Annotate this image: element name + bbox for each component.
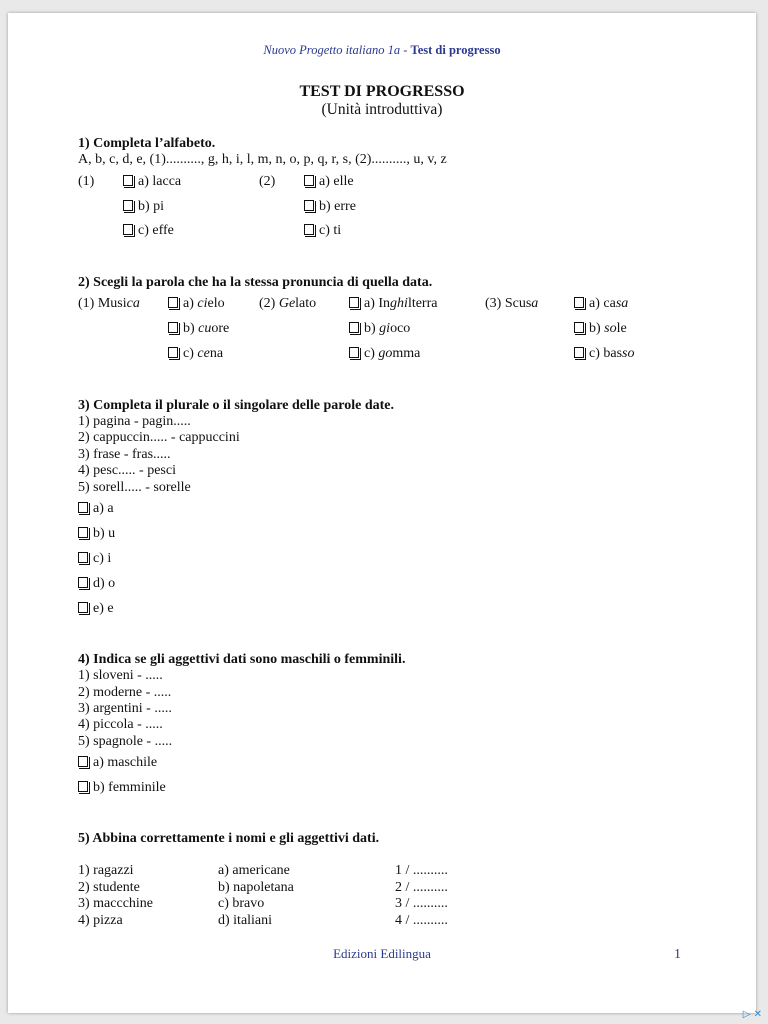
header-separator: - [400, 43, 411, 57]
checkbox-icon[interactable] [123, 200, 133, 211]
checkbox-icon[interactable] [574, 347, 584, 358]
q5-noun: 4) pizza [78, 913, 123, 928]
q3-option-a[interactable]: a) a [78, 501, 114, 517]
q3-item: 3) frase - fras..... [78, 447, 171, 462]
q4-item: 3) argentini - ..... [78, 701, 172, 716]
q2-option-2b[interactable]: b) gioco [349, 321, 410, 337]
q2-option-1c[interactable]: c) cena [168, 346, 223, 362]
header-section: Test di progresso [410, 43, 501, 57]
publisher-footer: Edizioni Edilingua [333, 946, 431, 961]
checkbox-icon[interactable] [574, 297, 584, 308]
q5-noun: 1) ragazzi [78, 863, 134, 878]
checkbox-icon[interactable] [349, 297, 359, 308]
page-title: TEST DI PROGRESSO [299, 83, 465, 100]
q5-noun: 3) maccchine [78, 896, 154, 911]
q4-option-b[interactable]: b) femminile [78, 780, 166, 796]
q3-option-b[interactable]: b) u [78, 526, 115, 542]
q1-option-2a[interactable]: a) elle [304, 174, 354, 190]
q1-option-2b[interactable]: b) erre [304, 199, 356, 215]
checkbox-icon[interactable] [78, 577, 88, 588]
q1-alphabet-line: A, b, c, d, e, (1).........., g, h, i, l, m, n, o, p, q, r, s, (2).........., u, v, z [78, 152, 447, 167]
q3-item: 1) pagina - pagin..... [78, 414, 191, 429]
q5-answer-blank[interactable]: 3 / .......... [395, 896, 448, 911]
running-header [8, 43, 756, 58]
q3-item: 4) pesc..... - pesci [78, 463, 176, 478]
q4-item: 4) piccola - ..... [78, 717, 163, 732]
q2-word-3: (3) Scusa [485, 296, 539, 311]
q1-option-1b[interactable]: b) pi [123, 199, 164, 215]
q4-item: 1) sloveni - ..... [78, 668, 163, 683]
checkbox-icon[interactable] [304, 175, 314, 186]
q5-adjective: a) americane [218, 863, 290, 878]
book-title: Nuovo Progetto italiano 1a [263, 43, 401, 57]
q1-group2-label: (2) [259, 174, 276, 189]
q5-answer-blank[interactable]: 1 / .......... [395, 863, 448, 878]
q2-heading: 2) Scegli la parola che ha la stessa pronuncia di quella data. [78, 275, 433, 290]
q4-item: 2) moderne - ..... [78, 685, 172, 700]
checkbox-icon[interactable] [574, 322, 584, 333]
q2-option-3b[interactable]: b) sole [574, 321, 627, 337]
checkbox-icon[interactable] [168, 297, 178, 308]
checkbox-icon[interactable] [123, 175, 133, 186]
checkbox-icon[interactable] [78, 552, 88, 563]
q5-adjective: b) napoletana [218, 880, 294, 895]
checkbox-icon[interactable] [304, 200, 314, 211]
q1-heading: 1) Completa l’alfabeto. [78, 136, 216, 151]
ad-choices-icon[interactable]: ▷ ✕ [742, 1009, 762, 1020]
q1-group1-label: (1) [78, 174, 95, 189]
q5-adjective: c) bravo [218, 896, 265, 911]
checkbox-icon[interactable] [349, 347, 359, 358]
q5-answer-blank[interactable]: 4 / .......... [395, 913, 448, 928]
q2-option-1b[interactable]: b) cuore [168, 321, 229, 337]
document-page [8, 13, 756, 1013]
q3-option-c[interactable]: c) i [78, 551, 111, 567]
checkbox-icon[interactable] [78, 781, 88, 792]
q2-option-3c[interactable]: c) basso [574, 346, 635, 362]
q3-item: 5) sorell..... - sorelle [78, 480, 191, 495]
q1-option-1c[interactable]: c) effe [123, 223, 174, 239]
q1-option-2c[interactable]: c) ti [304, 223, 341, 239]
checkbox-icon[interactable] [168, 347, 178, 358]
q3-option-d[interactable]: d) o [78, 576, 115, 592]
q4-option-a[interactable]: a) maschile [78, 755, 157, 771]
q5-noun: 2) studente [78, 880, 140, 895]
q3-option-e[interactable]: e) e [78, 601, 114, 617]
q2-option-2c[interactable]: c) gomma [349, 346, 420, 362]
q2-word-1: (1) Musica [78, 296, 140, 311]
q2-option-3a[interactable]: a) casa [574, 296, 628, 312]
q1-option-1a[interactable]: a) lacca [123, 174, 181, 190]
q2-option-1a[interactable]: a) cielo [168, 296, 225, 312]
q2-option-2a[interactable]: a) Inghilterra [349, 296, 437, 312]
page-number: 1 [674, 947, 681, 962]
checkbox-icon[interactable] [123, 224, 133, 235]
checkbox-icon[interactable] [304, 224, 314, 235]
checkbox-icon[interactable] [168, 322, 178, 333]
q5-adjective: d) italiani [218, 913, 273, 928]
checkbox-icon[interactable] [78, 602, 88, 613]
q3-heading: 3) Completa il plurale o il singolare delle parole date. [78, 398, 395, 413]
checkbox-icon[interactable] [349, 322, 359, 333]
q2-word-2: (2) Gelato [259, 296, 317, 311]
q4-heading: 4) Indica se gli aggettivi dati sono maschili o femminili. [78, 652, 406, 667]
checkbox-icon[interactable] [78, 756, 88, 767]
q5-heading: 5) Abbina correttamente i nomi e gli aggettivi dati. [78, 831, 380, 846]
checkbox-icon[interactable] [78, 527, 88, 538]
checkbox-icon[interactable] [78, 502, 88, 513]
q4-item: 5) spagnole - ..... [78, 734, 173, 749]
page-subtitle: (Unità introduttiva) [321, 101, 443, 118]
q3-item: 2) cappuccin..... - cappuccini [78, 430, 240, 445]
q5-answer-blank[interactable]: 2 / .......... [395, 880, 448, 895]
